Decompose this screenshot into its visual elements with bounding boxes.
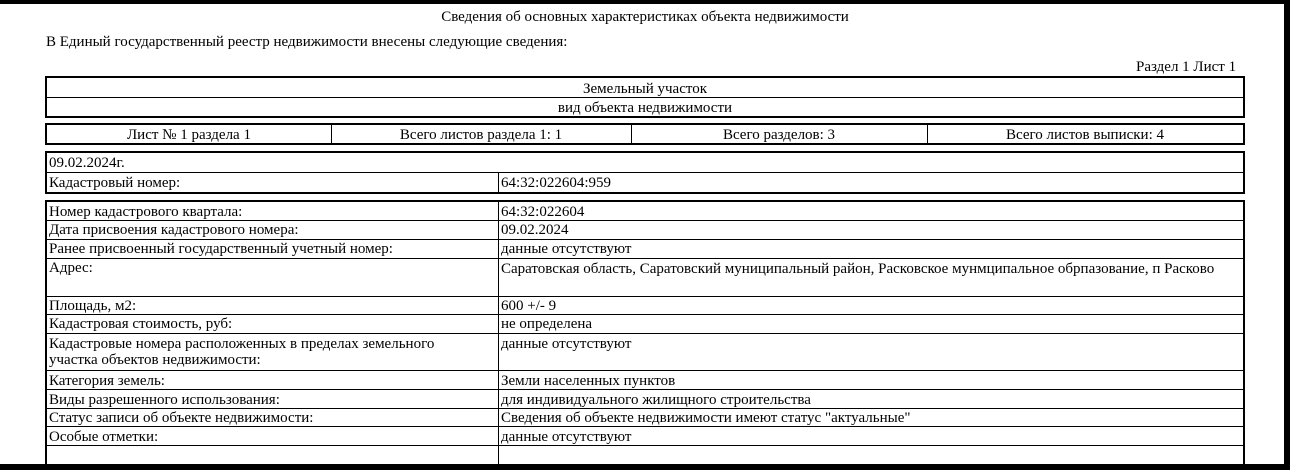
- sheets-in-section: Всего листов раздела 1: 1: [399, 127, 563, 143]
- cadastral-header-box: [45, 151, 1245, 194]
- row-label: Адрес:: [49, 260, 93, 276]
- row-value: для индивидуального жилищного строительства: [501, 392, 811, 408]
- row-value: данные отсутствуют: [501, 336, 632, 352]
- row-label: Ранее присвоенный государственный учетный номер:: [49, 241, 393, 257]
- object-type-caption: вид объекта недвижимости: [557, 100, 733, 116]
- row-value: данные отсутствуют: [501, 429, 632, 445]
- section-sheet: Раздел 1 Лист 1: [1136, 59, 1237, 75]
- row-label: Площадь, м2:: [49, 298, 137, 314]
- row-label: Кадастровые номера расположенных в пределах земельного участка объектов недвижимости:: [49, 336, 435, 368]
- row-label: Статус записи об объекте недвижимости:: [49, 410, 314, 426]
- extract-date: 09.02.2024г.: [49, 155, 125, 171]
- row-value: Земли населенных пунктов: [501, 373, 676, 389]
- row-value: 64:32:022604: [501, 204, 585, 220]
- row-value: 600 +/- 9: [501, 298, 557, 314]
- row-value: 09.02.2024: [501, 222, 569, 238]
- row-value: данные отсутствуют: [501, 241, 632, 257]
- row-label: Особые отметки:: [49, 429, 159, 445]
- document-page: [0, 4, 1284, 464]
- row-label: Номер кадастрового квартала:: [49, 204, 243, 220]
- total-sections: Всего разделов: 3: [722, 127, 836, 143]
- document-title: Сведения об основных характеристиках объекта недвижимости: [441, 9, 849, 25]
- cadastral-number-value: 64:32:022604:959: [501, 175, 612, 191]
- document-intro: В Единый государственный реестр недвижимости внесены следующие сведения:: [46, 34, 568, 50]
- row-value: не определена: [501, 316, 593, 332]
- row-label: Категория земель:: [49, 373, 165, 389]
- object-type: Земельный участок: [582, 81, 708, 97]
- object-type-box: [45, 76, 1245, 118]
- cadastral-number-label: Кадастровый номер:: [49, 175, 181, 191]
- right-edge: [1284, 0, 1290, 456]
- sheet-number: Лист № 1 раздела 1: [127, 127, 251, 143]
- properties-table: [45, 200, 1245, 470]
- row-value: Саратовская область, Саратовский муниципальный район, Расковское мунмципальное обрпазование, п Расково: [501, 261, 1215, 277]
- row-label: Кадастровая стоимость, руб:: [49, 316, 233, 332]
- total-sheets: Всего листов выписки: 4: [1006, 127, 1164, 143]
- sheets-info-box: [45, 123, 1245, 145]
- row-label: Виды разрешенного использования:: [49, 392, 280, 408]
- row-value: Сведения об объекте недвижимости имеют статус "актуальные": [501, 410, 911, 426]
- row-label: Дата присвоения кадастрового номера:: [49, 222, 299, 238]
